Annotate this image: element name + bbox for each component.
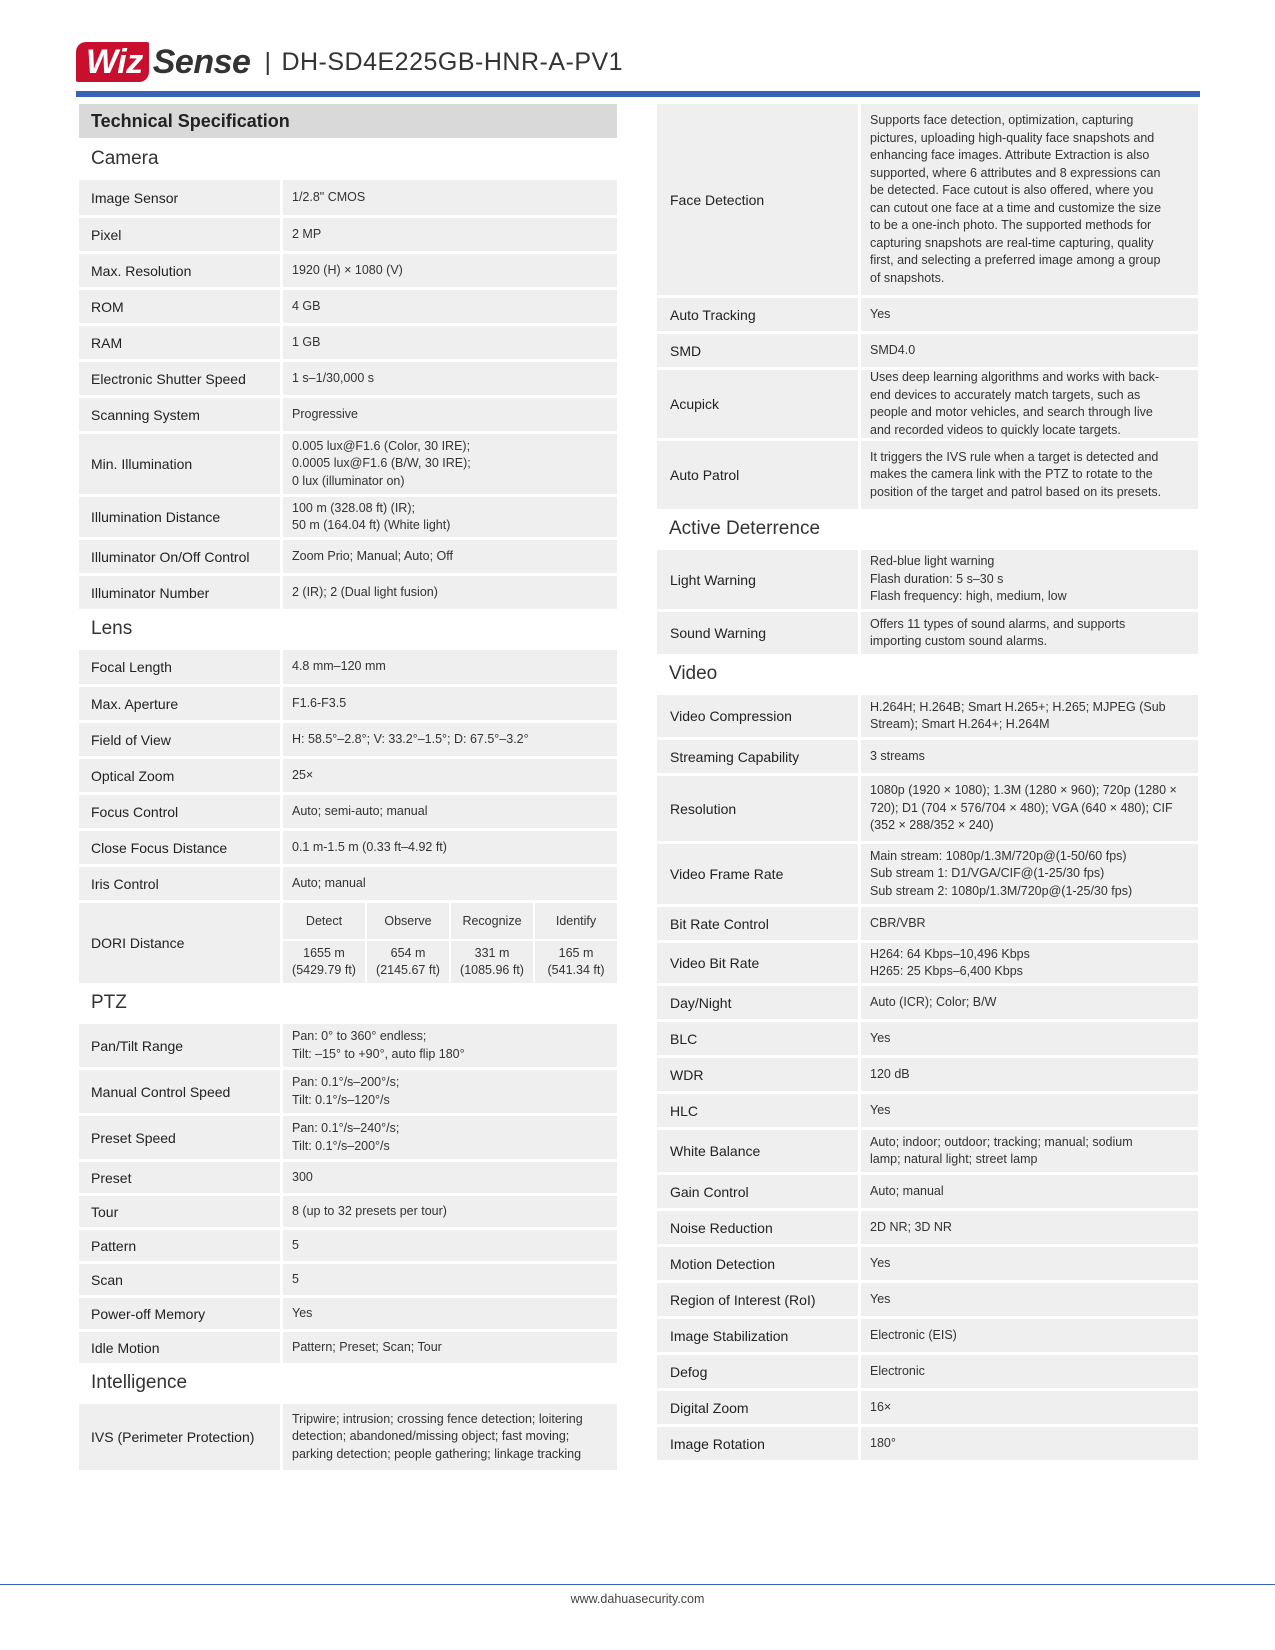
section-active-deterrence: Active Deterrence bbox=[669, 518, 821, 539]
row-value bbox=[861, 1391, 1198, 1424]
row-value bbox=[283, 180, 617, 215]
dori-value-recognize: 331 m (1085.96 ft) bbox=[451, 941, 533, 983]
value-line: makes the camera link with the PTZ to rotate to the bbox=[870, 467, 1153, 482]
table-row-noise-reduction bbox=[657, 1211, 1198, 1244]
row-label: Preset bbox=[79, 1162, 280, 1193]
row-value bbox=[283, 1404, 617, 1470]
table-row-dori bbox=[79, 903, 617, 983]
value-line: can cutout one face at a time and customize the size bbox=[870, 200, 1162, 215]
value-line: Auto; manual bbox=[870, 1183, 944, 1198]
value-line: 1 s–1/30,000 s bbox=[292, 370, 375, 385]
table-row-illuminator-on-off-control bbox=[79, 540, 617, 573]
value-line: Electronic (EIS) bbox=[870, 1327, 957, 1342]
value-line: H264: 64 Kbps–10,496 Kbps bbox=[870, 946, 1030, 961]
value-line: Yes bbox=[870, 1291, 891, 1306]
row-label: Light Warning bbox=[657, 550, 858, 609]
row-value bbox=[283, 795, 617, 828]
row-label: Bit Rate Control bbox=[657, 907, 858, 940]
value-line: 1080p (1920 × 1080); 1.3M (1280 × 960); 720p (1280 × bbox=[870, 783, 1177, 798]
row-value bbox=[861, 104, 1198, 295]
table-row-defog bbox=[657, 1355, 1198, 1388]
row-value bbox=[861, 1058, 1198, 1091]
deterrence-table bbox=[657, 550, 1198, 654]
row-label: Acupick bbox=[657, 370, 858, 438]
row-label: Illuminator Number bbox=[79, 576, 280, 609]
table-row-video-compression bbox=[657, 695, 1198, 737]
page-header bbox=[76, 40, 623, 84]
row-label: Pattern bbox=[79, 1230, 280, 1261]
table-row-blc bbox=[657, 1022, 1198, 1055]
table-row-tour bbox=[79, 1196, 617, 1227]
footer-rule bbox=[0, 1584, 1275, 1585]
dori-header-recognize: Recognize bbox=[451, 903, 533, 939]
header-rule bbox=[76, 91, 1200, 97]
value-line: Pan: 0° to 360° endless; bbox=[292, 1029, 427, 1043]
logo-sense: Sense bbox=[152, 42, 251, 81]
row-label: Manual Control Speed bbox=[79, 1070, 280, 1113]
table-row-pattern bbox=[79, 1230, 617, 1261]
row-value bbox=[283, 497, 617, 537]
value-line: Pattern; Preset; Scan; Tour bbox=[292, 1339, 442, 1354]
value-line: Tilt: –15° to +90°, auto flip 180° bbox=[292, 1046, 465, 1061]
row-label: Video Frame Rate bbox=[657, 844, 858, 904]
value-line: 3 streams bbox=[870, 748, 925, 763]
left-column bbox=[79, 104, 617, 1473]
value-line: Progressive bbox=[292, 406, 358, 421]
row-label: Optical Zoom bbox=[79, 759, 280, 792]
table-row-field-of-view bbox=[79, 723, 617, 756]
table-row-image-sensor bbox=[79, 180, 617, 215]
value-line: H.264H; H.264B; Smart H.265+; H.265; MJPEG (Sub bbox=[870, 699, 1166, 714]
dori-value-observe: 654 m (2145.67 ft) bbox=[367, 941, 449, 983]
value-line: Auto; indoor; outdoor; tracking; manual; sodium bbox=[870, 1134, 1133, 1149]
value-line: 4 GB bbox=[292, 298, 321, 313]
table-row-pan-tilt-range bbox=[79, 1024, 617, 1067]
table-row-max-resolution bbox=[79, 254, 617, 287]
row-value bbox=[283, 576, 617, 609]
row-value bbox=[283, 1264, 617, 1295]
value-line: Yes bbox=[870, 306, 891, 321]
value-line: to be a one-inch photo. The supported methods for bbox=[870, 218, 1152, 232]
row-value bbox=[283, 867, 617, 900]
section-intelligence: Intelligence bbox=[91, 1372, 188, 1393]
row-label: Max. Resolution bbox=[79, 254, 280, 287]
table-row-close-focus-distance bbox=[79, 831, 617, 864]
table-row-video-bit-rate bbox=[657, 943, 1198, 983]
table-row-acupick bbox=[657, 370, 1198, 438]
row-label: Focus Control bbox=[79, 795, 280, 828]
row-label: Image Sensor bbox=[79, 180, 280, 215]
value-line: pictures, uploading high-quality face snapshots and bbox=[870, 130, 1155, 145]
ptz-table bbox=[79, 1024, 617, 1363]
table-row-image-stabilization bbox=[657, 1319, 1198, 1352]
row-value bbox=[283, 1162, 617, 1193]
value-line: detection; abandoned/missing object; fast moving; bbox=[292, 1429, 570, 1444]
value-line: 180° bbox=[870, 1435, 896, 1450]
row-label: Video Bit Rate bbox=[657, 943, 858, 983]
value-line: Pan: 0.1°/s–200°/s; bbox=[292, 1075, 400, 1089]
value-line: Tilt: 0.1°/s–200°/s bbox=[292, 1138, 390, 1153]
value-line: 8 (up to 32 presets per tour) bbox=[292, 1203, 447, 1218]
row-label: Defog bbox=[657, 1355, 858, 1388]
value-line: importing custom sound alarms. bbox=[870, 634, 1048, 648]
value-line: Flash frequency: high, medium, low bbox=[870, 589, 1067, 604]
row-label: Sound Warning bbox=[657, 612, 858, 654]
row-value bbox=[283, 398, 617, 431]
value-line: 4.8 mm–120 mm bbox=[292, 659, 386, 674]
row-value bbox=[283, 1070, 617, 1113]
row-value bbox=[283, 254, 617, 287]
row-label: Illuminator On/Off Control bbox=[79, 540, 280, 573]
value-line: 720); D1 (704 × 576/704 × 480); VGA (640 × 480); CIF bbox=[870, 800, 1173, 815]
lens-table bbox=[79, 650, 617, 900]
row-label: Image Rotation bbox=[657, 1427, 858, 1460]
row-label: Resolution bbox=[657, 776, 858, 841]
row-value bbox=[283, 1298, 617, 1329]
section-ptz: PTZ bbox=[91, 992, 127, 1013]
row-value bbox=[283, 650, 617, 684]
value-line: 1/2.8" CMOS bbox=[292, 189, 366, 204]
row-label: Max. Aperture bbox=[79, 687, 280, 720]
row-label: Pixel bbox=[79, 218, 280, 251]
row-value bbox=[283, 362, 617, 395]
row-label: DORI Distance bbox=[79, 903, 280, 983]
value-line: Sub stream 1: D1/VGA/CIF@(1-25/30 fps) bbox=[870, 866, 1105, 881]
value-line: enhancing face images. Attribute Extraction is also bbox=[870, 148, 1150, 162]
table-row-region-of-interest-roi bbox=[657, 1283, 1198, 1316]
row-value bbox=[283, 1116, 617, 1159]
row-value bbox=[283, 434, 617, 494]
table-row-focus-control bbox=[79, 795, 617, 828]
dori-header-identify: Identify bbox=[535, 903, 617, 939]
row-label: White Balance bbox=[657, 1130, 858, 1172]
dori-header-detect: Detect bbox=[283, 903, 365, 939]
value-line: (352 × 288/352 × 240) bbox=[870, 818, 994, 833]
table-row-illumination-distance bbox=[79, 497, 617, 537]
row-label: Image Stabilization bbox=[657, 1319, 858, 1352]
intelligence-cont-table bbox=[657, 104, 1198, 509]
value-line: Stream); Smart H.264+; H.264M bbox=[870, 717, 1050, 731]
value-line: Supports face detection, optimization, capturing bbox=[870, 113, 1134, 127]
row-value bbox=[861, 298, 1198, 331]
footer-url: www.dahuasecurity.com bbox=[570, 1592, 705, 1606]
table-row-manual-control-speed bbox=[79, 1070, 617, 1113]
value-line: 5 bbox=[292, 1271, 299, 1286]
value-line: 100 m (328.08 ft) (IR); bbox=[292, 500, 415, 515]
row-label: Preset Speed bbox=[79, 1116, 280, 1159]
table-row-ram bbox=[79, 326, 617, 359]
table-row-scan bbox=[79, 1264, 617, 1295]
video-table bbox=[657, 695, 1198, 1460]
dori-header-observe: Observe bbox=[367, 903, 449, 939]
value-line: Sub stream 2: 1080p/1.3M/720p@(1-25/30 fps) bbox=[870, 883, 1133, 898]
row-value bbox=[861, 740, 1198, 773]
value-line: of snapshots. bbox=[870, 270, 945, 285]
value-line: parking detection; people gathering; linkage tracking bbox=[292, 1446, 582, 1461]
row-label: Power-off Memory bbox=[79, 1298, 280, 1329]
row-value bbox=[861, 1247, 1198, 1280]
table-row-iris-control bbox=[79, 867, 617, 900]
table-row-scanning-system bbox=[79, 398, 617, 431]
value-line: be detected. Face cutout is also offered, where you bbox=[870, 183, 1154, 197]
row-value bbox=[283, 687, 617, 720]
table-row-video-frame-rate bbox=[657, 844, 1198, 904]
table-row-digital-zoom bbox=[657, 1391, 1198, 1424]
row-value bbox=[283, 218, 617, 251]
table-row-light-warning bbox=[657, 550, 1198, 609]
row-value bbox=[861, 907, 1198, 940]
camera-table bbox=[79, 180, 617, 609]
table-row-preset-speed bbox=[79, 1116, 617, 1159]
table-row-auto-tracking bbox=[657, 298, 1198, 331]
row-value bbox=[861, 441, 1198, 509]
value-line: 120 dB bbox=[870, 1066, 910, 1081]
row-value bbox=[861, 1094, 1198, 1127]
value-line: 0 lux (illuminator on) bbox=[292, 473, 405, 488]
row-value bbox=[861, 1427, 1198, 1460]
value-line: end devices to accurately match targets, such as bbox=[870, 387, 1141, 402]
table-row-power-off-memory bbox=[79, 1298, 617, 1329]
row-label: Iris Control bbox=[79, 867, 280, 900]
row-value bbox=[283, 540, 617, 573]
table-row-smd bbox=[657, 334, 1198, 367]
row-label: Min. Illumination bbox=[79, 434, 280, 494]
table-row-focal-length bbox=[79, 650, 617, 684]
table-row-image-rotation bbox=[657, 1427, 1198, 1460]
row-label: Region of Interest (RoI) bbox=[657, 1283, 858, 1316]
row-value bbox=[283, 1230, 617, 1261]
table-row-gain-control bbox=[657, 1175, 1198, 1208]
wizsense-logo bbox=[76, 42, 250, 82]
value-line: Auto (ICR); Color; B/W bbox=[870, 994, 997, 1009]
value-line: Yes bbox=[870, 1255, 891, 1270]
table-row-auto-patrol bbox=[657, 441, 1198, 509]
table-row-preset bbox=[79, 1162, 617, 1193]
value-line: Uses deep learning algorithms and works with back- bbox=[870, 370, 1160, 384]
value-line: position of the target and patrol based on its presets. bbox=[870, 484, 1162, 499]
row-value bbox=[283, 723, 617, 756]
value-line: Main stream: 1080p/1.3M/720p@(1-50/60 fps) bbox=[870, 848, 1127, 863]
row-value bbox=[861, 986, 1198, 1019]
row-value bbox=[861, 370, 1198, 438]
row-label: Auto Patrol bbox=[657, 441, 858, 509]
row-value bbox=[861, 695, 1198, 737]
model-number bbox=[264, 48, 623, 77]
row-value bbox=[861, 943, 1198, 983]
row-value bbox=[861, 1283, 1198, 1316]
row-label: Digital Zoom bbox=[657, 1391, 858, 1424]
table-row-wdr bbox=[657, 1058, 1198, 1091]
row-label: Focal Length bbox=[79, 650, 280, 684]
value-line: Flash duration: 5 s–30 s bbox=[870, 571, 1004, 586]
row-label: Auto Tracking bbox=[657, 298, 858, 331]
table-row-bit-rate-control bbox=[657, 907, 1198, 940]
value-line: people and motor vehicles, and search through live bbox=[870, 405, 1153, 419]
row-label: SMD bbox=[657, 334, 858, 367]
row-label: RAM bbox=[79, 326, 280, 359]
row-value bbox=[861, 1355, 1198, 1388]
dori-value-detect: 1655 m (5429.79 ft) bbox=[283, 941, 365, 983]
value-line: supported, where 6 attributes and 8 expressions can bbox=[870, 165, 1161, 180]
row-value bbox=[861, 1130, 1198, 1172]
table-row-white-balance bbox=[657, 1130, 1198, 1172]
value-line: 300 bbox=[292, 1169, 313, 1184]
row-label: Idle Motion bbox=[79, 1332, 280, 1363]
row-value bbox=[861, 844, 1198, 904]
table-row-motion-detection bbox=[657, 1247, 1198, 1280]
row-label: Illumination Distance bbox=[79, 497, 280, 537]
value-line: 1 GB bbox=[292, 334, 321, 349]
value-line: Auto; manual bbox=[292, 875, 366, 890]
intelligence-table bbox=[79, 1404, 617, 1470]
value-line: 2D NR; 3D NR bbox=[870, 1219, 952, 1234]
row-label: Electronic Shutter Speed bbox=[79, 362, 280, 395]
value-line: H: 58.5°–2.8°; V: 33.2°–1.5°; D: 67.5°–3.2° bbox=[292, 731, 529, 746]
row-value bbox=[283, 831, 617, 864]
table-row-optical-zoom bbox=[79, 759, 617, 792]
row-label: WDR bbox=[657, 1058, 858, 1091]
value-line: 0.0005 lux@F1.6 (B/W, 30 IRE); bbox=[292, 456, 471, 471]
value-line: 16× bbox=[870, 1399, 892, 1414]
row-value bbox=[861, 1022, 1198, 1055]
value-line: 25× bbox=[292, 767, 314, 782]
row-value bbox=[861, 1175, 1198, 1208]
row-label: Noise Reduction bbox=[657, 1211, 858, 1244]
table-row-resolution bbox=[657, 776, 1198, 841]
row-value bbox=[861, 1319, 1198, 1352]
right-column bbox=[657, 104, 1198, 1463]
row-value bbox=[283, 1332, 617, 1363]
value-line: SMD4.0 bbox=[870, 342, 916, 357]
dori-value-identify: 165 m (541.34 ft) bbox=[535, 941, 617, 983]
value-line: Zoom Prio; Manual; Auto; Off bbox=[292, 548, 453, 563]
value-line: Electronic bbox=[870, 1363, 925, 1378]
row-value bbox=[283, 1196, 617, 1227]
table-row-idle-motion bbox=[79, 1332, 617, 1363]
value-line: Tilt: 0.1°/s–120°/s bbox=[292, 1092, 390, 1107]
value-line: It triggers the IVS rule when a target is detected and bbox=[870, 449, 1159, 464]
section-lens: Lens bbox=[91, 618, 133, 639]
row-label: Face Detection bbox=[657, 104, 858, 295]
value-line: Pan: 0.1°/s–240°/s; bbox=[292, 1121, 400, 1135]
row-value bbox=[283, 1024, 617, 1067]
model-text: DH-SD4E225GB-HNR-A-PV1 bbox=[281, 47, 624, 76]
table-row-sound-warning bbox=[657, 612, 1198, 654]
header-separator: | bbox=[264, 47, 272, 76]
section-camera: Camera bbox=[91, 148, 159, 169]
row-label: Scan bbox=[79, 1264, 280, 1295]
table-row-streaming-capability bbox=[657, 740, 1198, 773]
row-label: HLC bbox=[657, 1094, 858, 1127]
table-row-electronic-shutter-speed bbox=[79, 362, 617, 395]
value-line: F1.6-F3.5 bbox=[292, 695, 347, 710]
dori-table bbox=[283, 903, 617, 983]
row-label: Close Focus Distance bbox=[79, 831, 280, 864]
table-row-max-aperture bbox=[79, 687, 617, 720]
value-line: 0.005 lux@F1.6 (Color, 30 IRE); bbox=[292, 438, 471, 453]
value-line: capturing snapshots are real-time capturing, quality bbox=[870, 235, 1154, 250]
table-row-face-detection bbox=[657, 104, 1198, 295]
value-line: and recorded videos to quickly locate targets. bbox=[870, 422, 1121, 437]
row-label: Pan/Tilt Range bbox=[79, 1024, 280, 1067]
row-value bbox=[861, 1211, 1198, 1244]
row-label: Day/Night bbox=[657, 986, 858, 1019]
value-line: lamp; natural light; street lamp bbox=[870, 1152, 1038, 1166]
row-label: Gain Control bbox=[657, 1175, 858, 1208]
value-line: Offers 11 types of sound alarms, and supports bbox=[870, 616, 1126, 631]
row-label: ROM bbox=[79, 290, 280, 323]
value-line: Yes bbox=[870, 1030, 891, 1045]
value-line: 2 MP bbox=[292, 226, 322, 241]
table-row-min-illumination bbox=[79, 434, 617, 494]
value-line: 2 (IR); 2 (Dual light fusion) bbox=[292, 584, 438, 599]
value-line: 50 m (164.04 ft) (White light) bbox=[292, 518, 451, 532]
row-value bbox=[861, 612, 1198, 654]
row-value bbox=[283, 326, 617, 359]
table-row-day-night bbox=[657, 986, 1198, 1019]
value-line: first, and selecting a preferred image among a group bbox=[870, 253, 1161, 267]
table-row-rom bbox=[79, 290, 617, 323]
row-label: BLC bbox=[657, 1022, 858, 1055]
row-label: Field of View bbox=[79, 723, 280, 756]
value-line: Red-blue light warning bbox=[870, 554, 995, 569]
table-row-ivs-perimeter-protection bbox=[79, 1404, 617, 1470]
row-label: IVS (Perimeter Protection) bbox=[79, 1404, 280, 1470]
spec-title: Technical Specification bbox=[79, 104, 617, 138]
value-line: Tripwire; intrusion; crossing fence detection; loitering bbox=[292, 1411, 583, 1426]
section-video: Video bbox=[669, 663, 718, 684]
table-row-pixel bbox=[79, 218, 617, 251]
row-label: Motion Detection bbox=[657, 1247, 858, 1280]
row-label: Streaming Capability bbox=[657, 740, 858, 773]
value-line: H265: 25 Kbps–6,400 Kbps bbox=[870, 964, 1023, 978]
value-line: 0.1 m-1.5 m (0.33 ft–4.92 ft) bbox=[292, 839, 447, 854]
row-value bbox=[861, 334, 1198, 367]
value-line: Auto; semi-auto; manual bbox=[292, 803, 428, 818]
row-label: Scanning System bbox=[79, 398, 280, 431]
row-value bbox=[861, 550, 1198, 609]
row-label: Tour bbox=[79, 1196, 280, 1227]
value-line: Yes bbox=[870, 1102, 891, 1117]
table-row-hlc bbox=[657, 1094, 1198, 1127]
value-line: Yes bbox=[292, 1305, 313, 1320]
row-label: Video Compression bbox=[657, 695, 858, 737]
value-line: CBR/VBR bbox=[870, 915, 926, 930]
row-value bbox=[283, 759, 617, 792]
row-value bbox=[861, 776, 1198, 841]
logo-wiz: Wiz bbox=[76, 42, 149, 82]
value-line: 5 bbox=[292, 1237, 299, 1252]
row-value bbox=[283, 290, 617, 323]
table-row-illuminator-number bbox=[79, 576, 617, 609]
value-line: 1920 (H) × 1080 (V) bbox=[292, 262, 403, 277]
